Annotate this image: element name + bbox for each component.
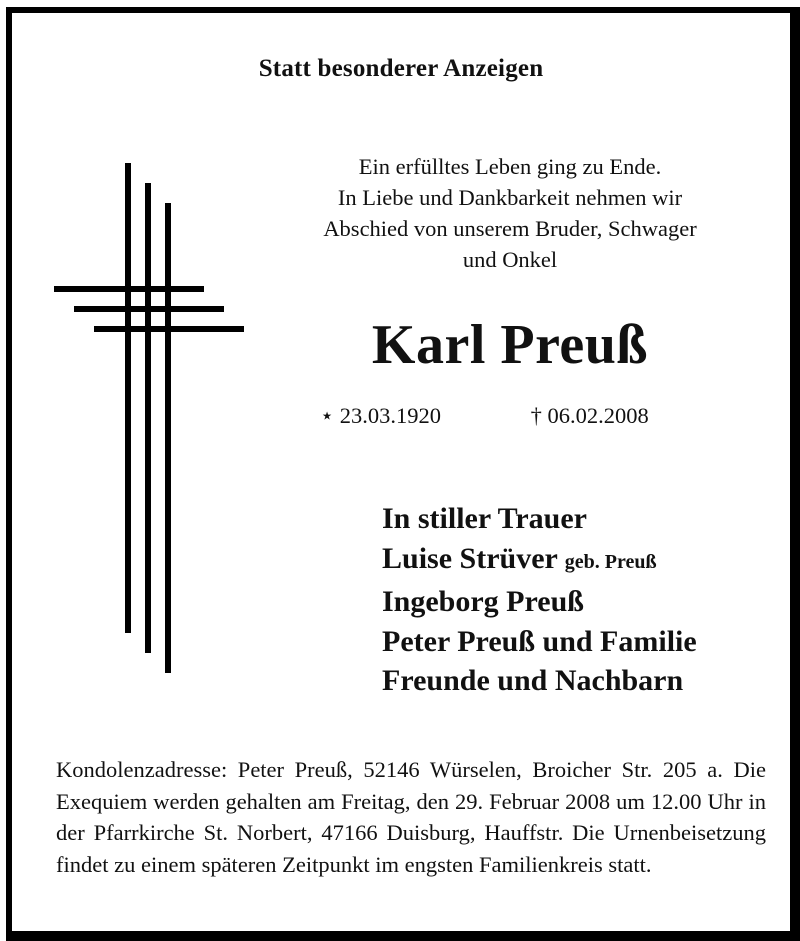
intro-line: und Onkel (462, 247, 558, 272)
condolence-info: Kondolenzadresse: Peter Preuß, 52146 Würselen, Broicher Str. 205 a. Die Exequiem werden gehalten am Freitag, den 29. Februar 2008 um 12.00 Uhr in der Pfarrkirche St. Norbert, 47166 Duisburg, Hauffstr. Die Urnenbeisetzung findet zu einem späteren Zeitpunkt im engsten Familienkreis statt. (56, 757, 766, 877)
deceased-name: Karl Preuß (371, 314, 649, 376)
mourner-entry (382, 539, 697, 583)
intro-text (270, 151, 750, 275)
obituary-notice (6, 7, 800, 941)
mourners-list (382, 499, 697, 701)
death-date: 06.02.2008 (547, 403, 649, 428)
intro-line: Abschied von unserem Bruder, Schwager (323, 216, 697, 241)
dagger-icon: † (530, 403, 542, 428)
mourner-name: Freunde und Nachbarn (382, 664, 684, 697)
mourner-entry (382, 622, 697, 662)
birth-date-group (320, 403, 441, 429)
triple-line-cross-icon (52, 163, 262, 683)
mourner-entry (382, 661, 697, 701)
mourner-note: geb. Preuß (564, 550, 657, 573)
death-date-group (531, 403, 649, 429)
mourner-name: Peter Preuß und Familie (382, 624, 697, 658)
mourner-name: Ingeborg Preuß (382, 585, 584, 618)
notice-header: Statt besonderer Anzeigen (258, 55, 544, 82)
mourner-name: Luise Strüver (382, 541, 558, 575)
intro-line: Ein erfülltes Leben ging zu Ende. (358, 154, 662, 179)
life-dates (320, 403, 649, 429)
mourner-entry (382, 582, 697, 622)
birth-date: 23.03.1920 (339, 403, 441, 428)
intro-line: In Liebe und Dankbarkeit nehmen wir (337, 185, 683, 210)
star-icon: ⋆ (320, 403, 335, 428)
mourning-title: In stiller Trauer (382, 502, 587, 535)
